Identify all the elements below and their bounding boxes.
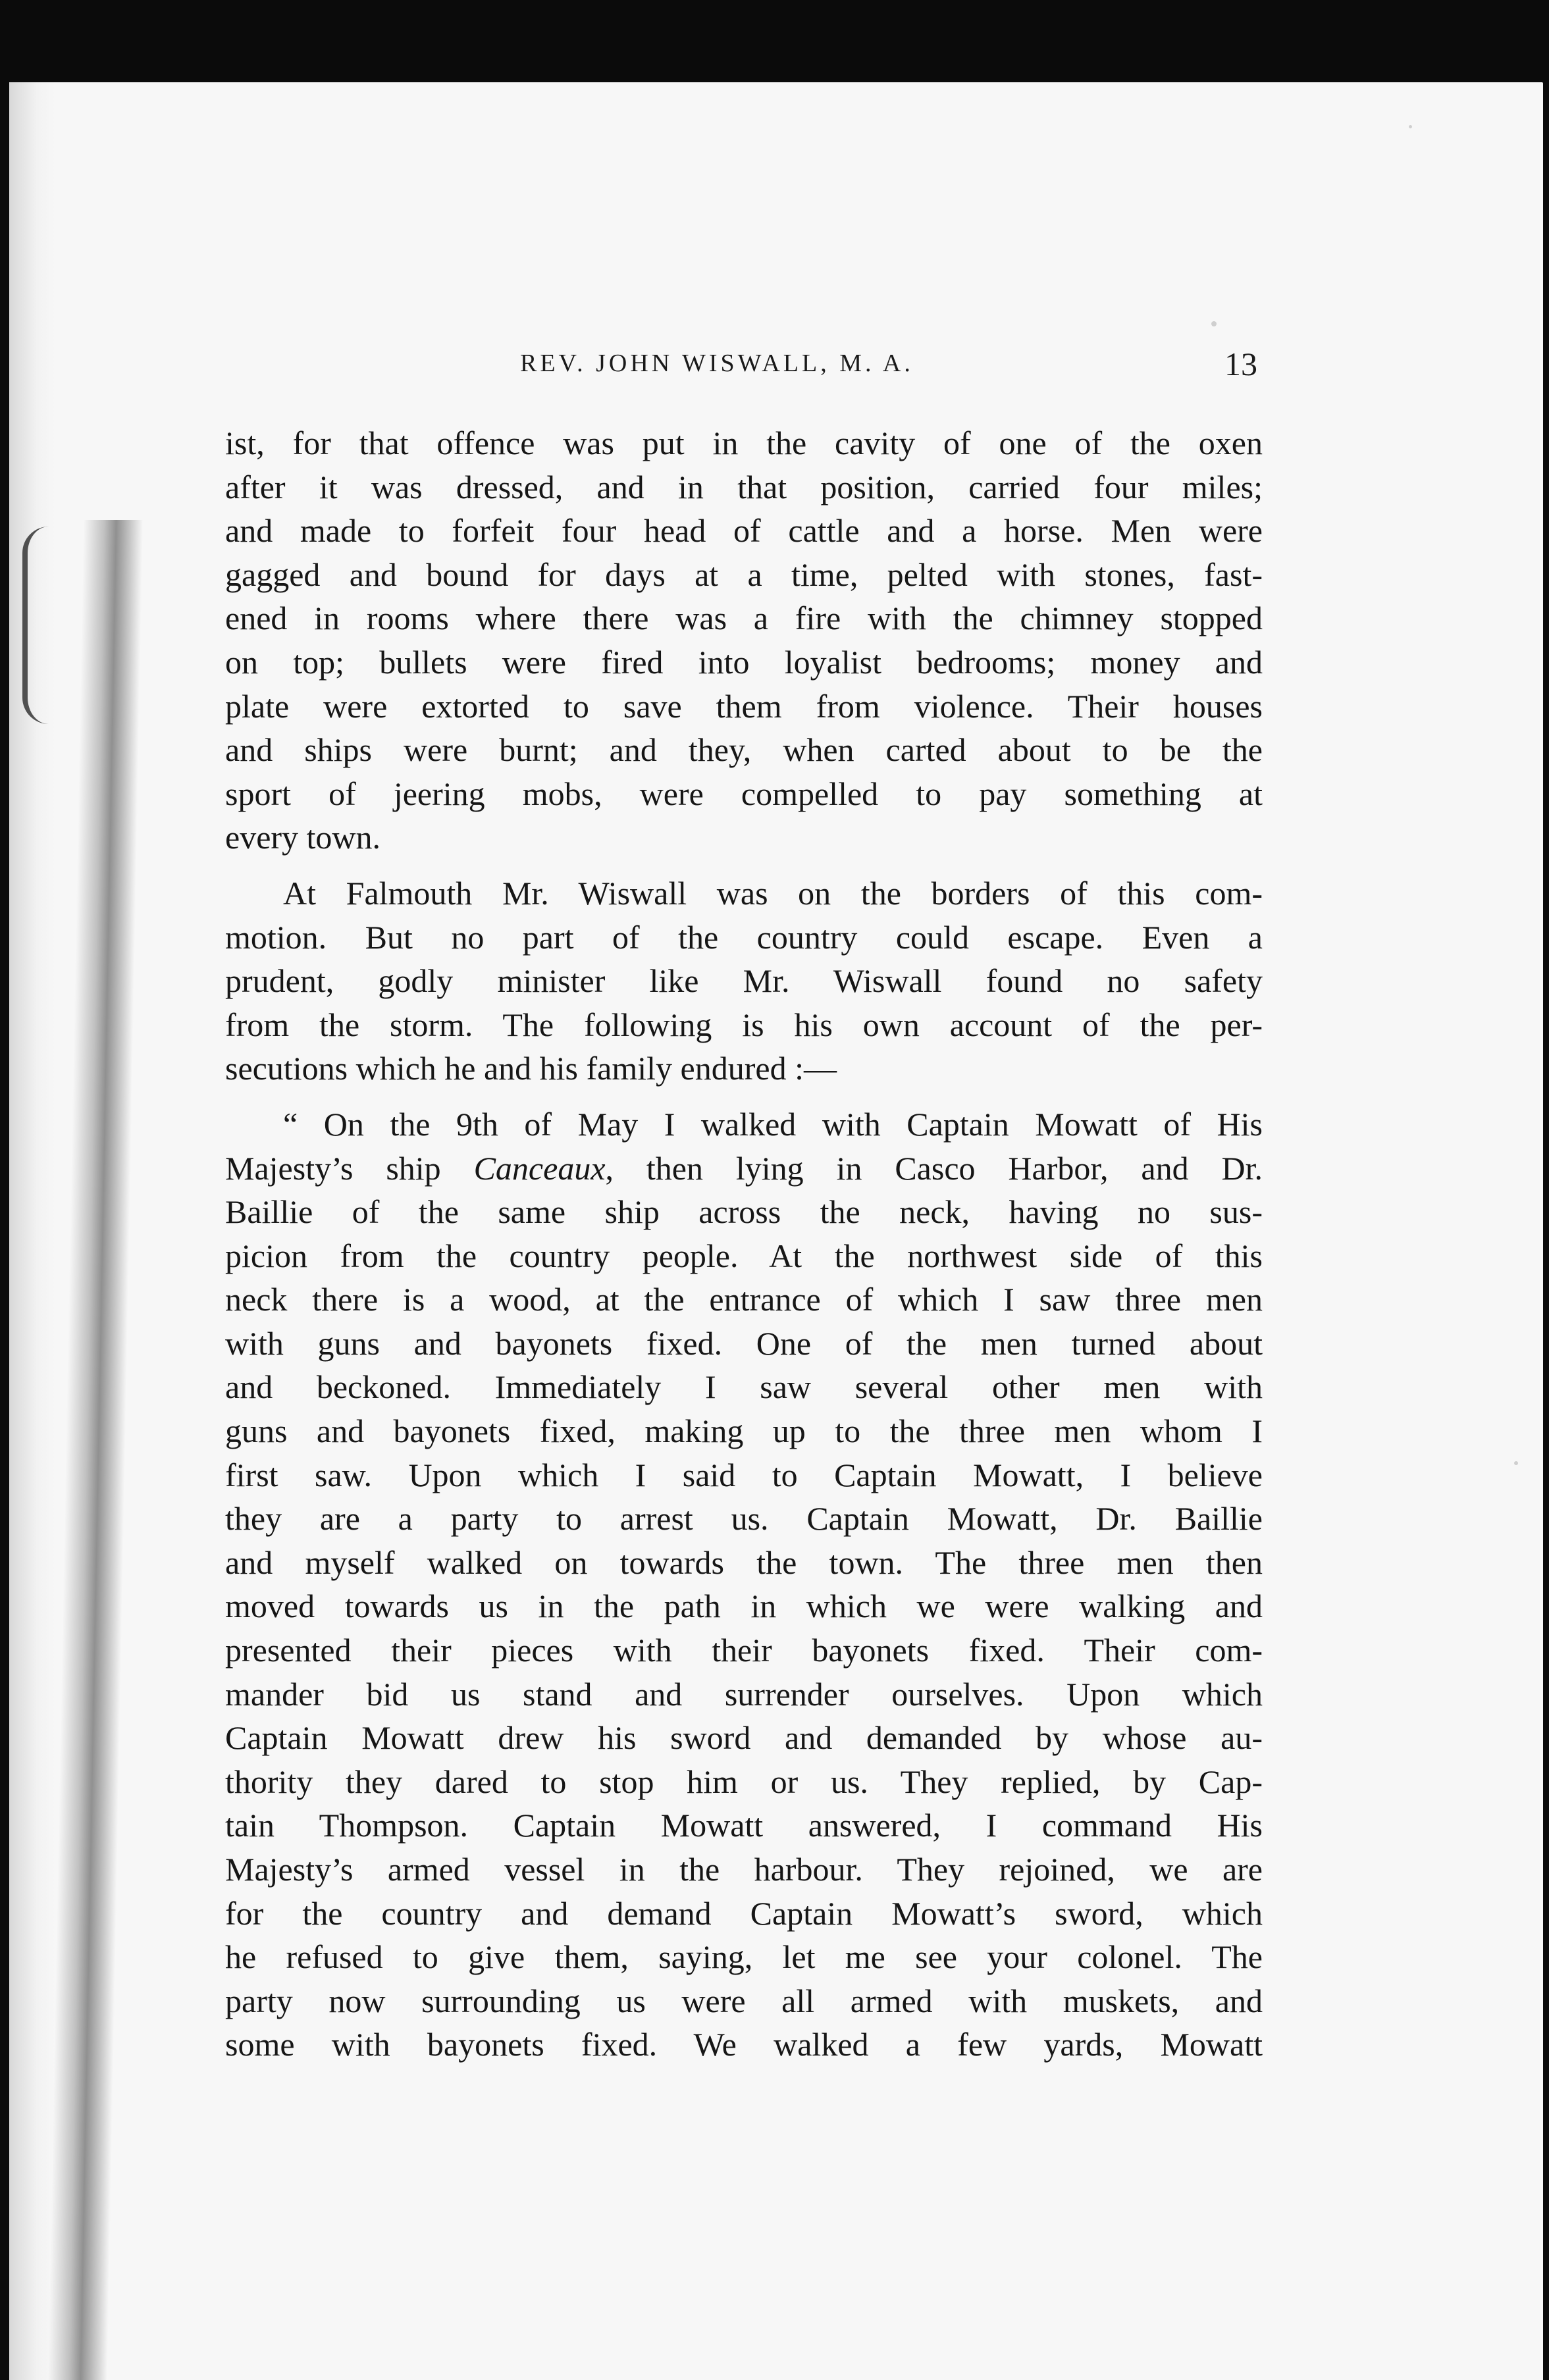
text-line: thority they dared to stop him or us. They replied, by Cap-: [225, 1763, 1263, 1800]
text-line: gagged and bound for days at a time, pelted with stones, fast-: [225, 556, 1263, 593]
binding-thread-mark: [22, 527, 80, 724]
text-line: prudent, godly minister like Mr. Wiswall found no safety: [225, 962, 1263, 1000]
text-line: mander bid us stand and surrender ourselves. Upon which: [225, 1675, 1263, 1713]
text-line: he refused to give them, saying, let me see your colonel. The: [225, 1938, 1263, 1976]
page-number: 13: [1224, 346, 1257, 382]
text-line: they are a party to arrest us. Captain Mowatt, Dr. Baillie: [225, 1500, 1263, 1538]
paragraph: [225, 1102, 1263, 2067]
text-line: from the storm. The following is his own account of the per-: [225, 1006, 1263, 1043]
text-line: ist, for that offence was put in the cavity of one of the oxen: [225, 425, 1263, 461]
text-line: some with bayonets fixed. We walked a few yards, Mowatt: [225, 2026, 1263, 2063]
text-line: moved towards us in the path in which we were walking and: [225, 1588, 1263, 1625]
dust-speck: [1514, 1461, 1518, 1465]
text-line: guns and bayonets fixed, making up to the three men whom I: [225, 1412, 1263, 1450]
text-line: motion. But no part of the country could escape. Even a: [225, 918, 1263, 956]
text-line: plate were extorted to save them from violence. Their houses: [225, 687, 1263, 725]
text-line: on top; bullets were fired into loyalist bedrooms; money and: [225, 643, 1263, 681]
text-line: At Falmouth Mr. Wiswall was on the borders of this com-: [283, 874, 1263, 912]
dust-speck: [1211, 321, 1217, 326]
text-line: and made to forfeit four head of cattle and a horse. Men were: [225, 512, 1263, 550]
text-line: picion from the country people. At the northwest side of this: [225, 1237, 1263, 1274]
text-line: ened in rooms where there was a fire with the chimney stopped: [225, 600, 1263, 637]
running-title: REV. JOHN WISWALL, M. A.: [520, 349, 914, 377]
text-line: and ships were burnt; and they, when carted about to be the: [225, 731, 1263, 769]
paragraph: [225, 871, 1263, 1091]
text-line: after it was dressed, and in that position, carried four miles;: [225, 468, 1263, 505]
text-line: for the country and demand Captain Mowatt’s sword, which: [225, 1894, 1263, 1932]
text-line: Majesty’s ship Canceaux, then lying in Casco Harbor, and Dr.: [225, 1149, 1263, 1187]
running-header: [230, 346, 1257, 388]
text-line: first saw. Upon which I said to Captain Mowatt, I believe: [225, 1456, 1263, 1493]
dust-speck: [1409, 125, 1412, 128]
text-line: Majesty’s armed vessel in the harbour. They rejoined, we are: [225, 1851, 1263, 1888]
text-line: Baillie of the same ship across the neck, having no sus-: [225, 1193, 1263, 1231]
text-line: sport of jeering mobs, were compelled to pay something at: [225, 775, 1263, 812]
text-line: and myself walked on towards the town. The three men then: [225, 1543, 1263, 1581]
text-line: secutions which he and his family endured :—: [225, 1050, 837, 1087]
binding-gutter: [9, 82, 55, 2380]
paragraph: [225, 421, 1263, 860]
text-line: neck there is a wood, at the entrance of which I saw three men: [225, 1281, 1263, 1318]
text-line: party now surrounding us were all armed with muskets, and: [225, 1982, 1263, 2019]
body-text: [225, 421, 1263, 2067]
text-line: Captain Mowatt drew his sword and demanded by whose au-: [225, 1719, 1263, 1757]
text-line: presented their pieces with their bayonets fixed. Their com-: [225, 1632, 1263, 1669]
text-line: tain Thompson. Captain Mowatt answered, I command His: [225, 1807, 1263, 1844]
text-line: “ On the 9th of May I walked with Captain Mowatt of His: [283, 1105, 1263, 1143]
text-line: with guns and bayonets fixed. One of the men turned about: [225, 1324, 1263, 1362]
text-line: and beckoned. Immediately I saw several other men with: [225, 1368, 1263, 1406]
text-line: every town.: [225, 819, 381, 856]
